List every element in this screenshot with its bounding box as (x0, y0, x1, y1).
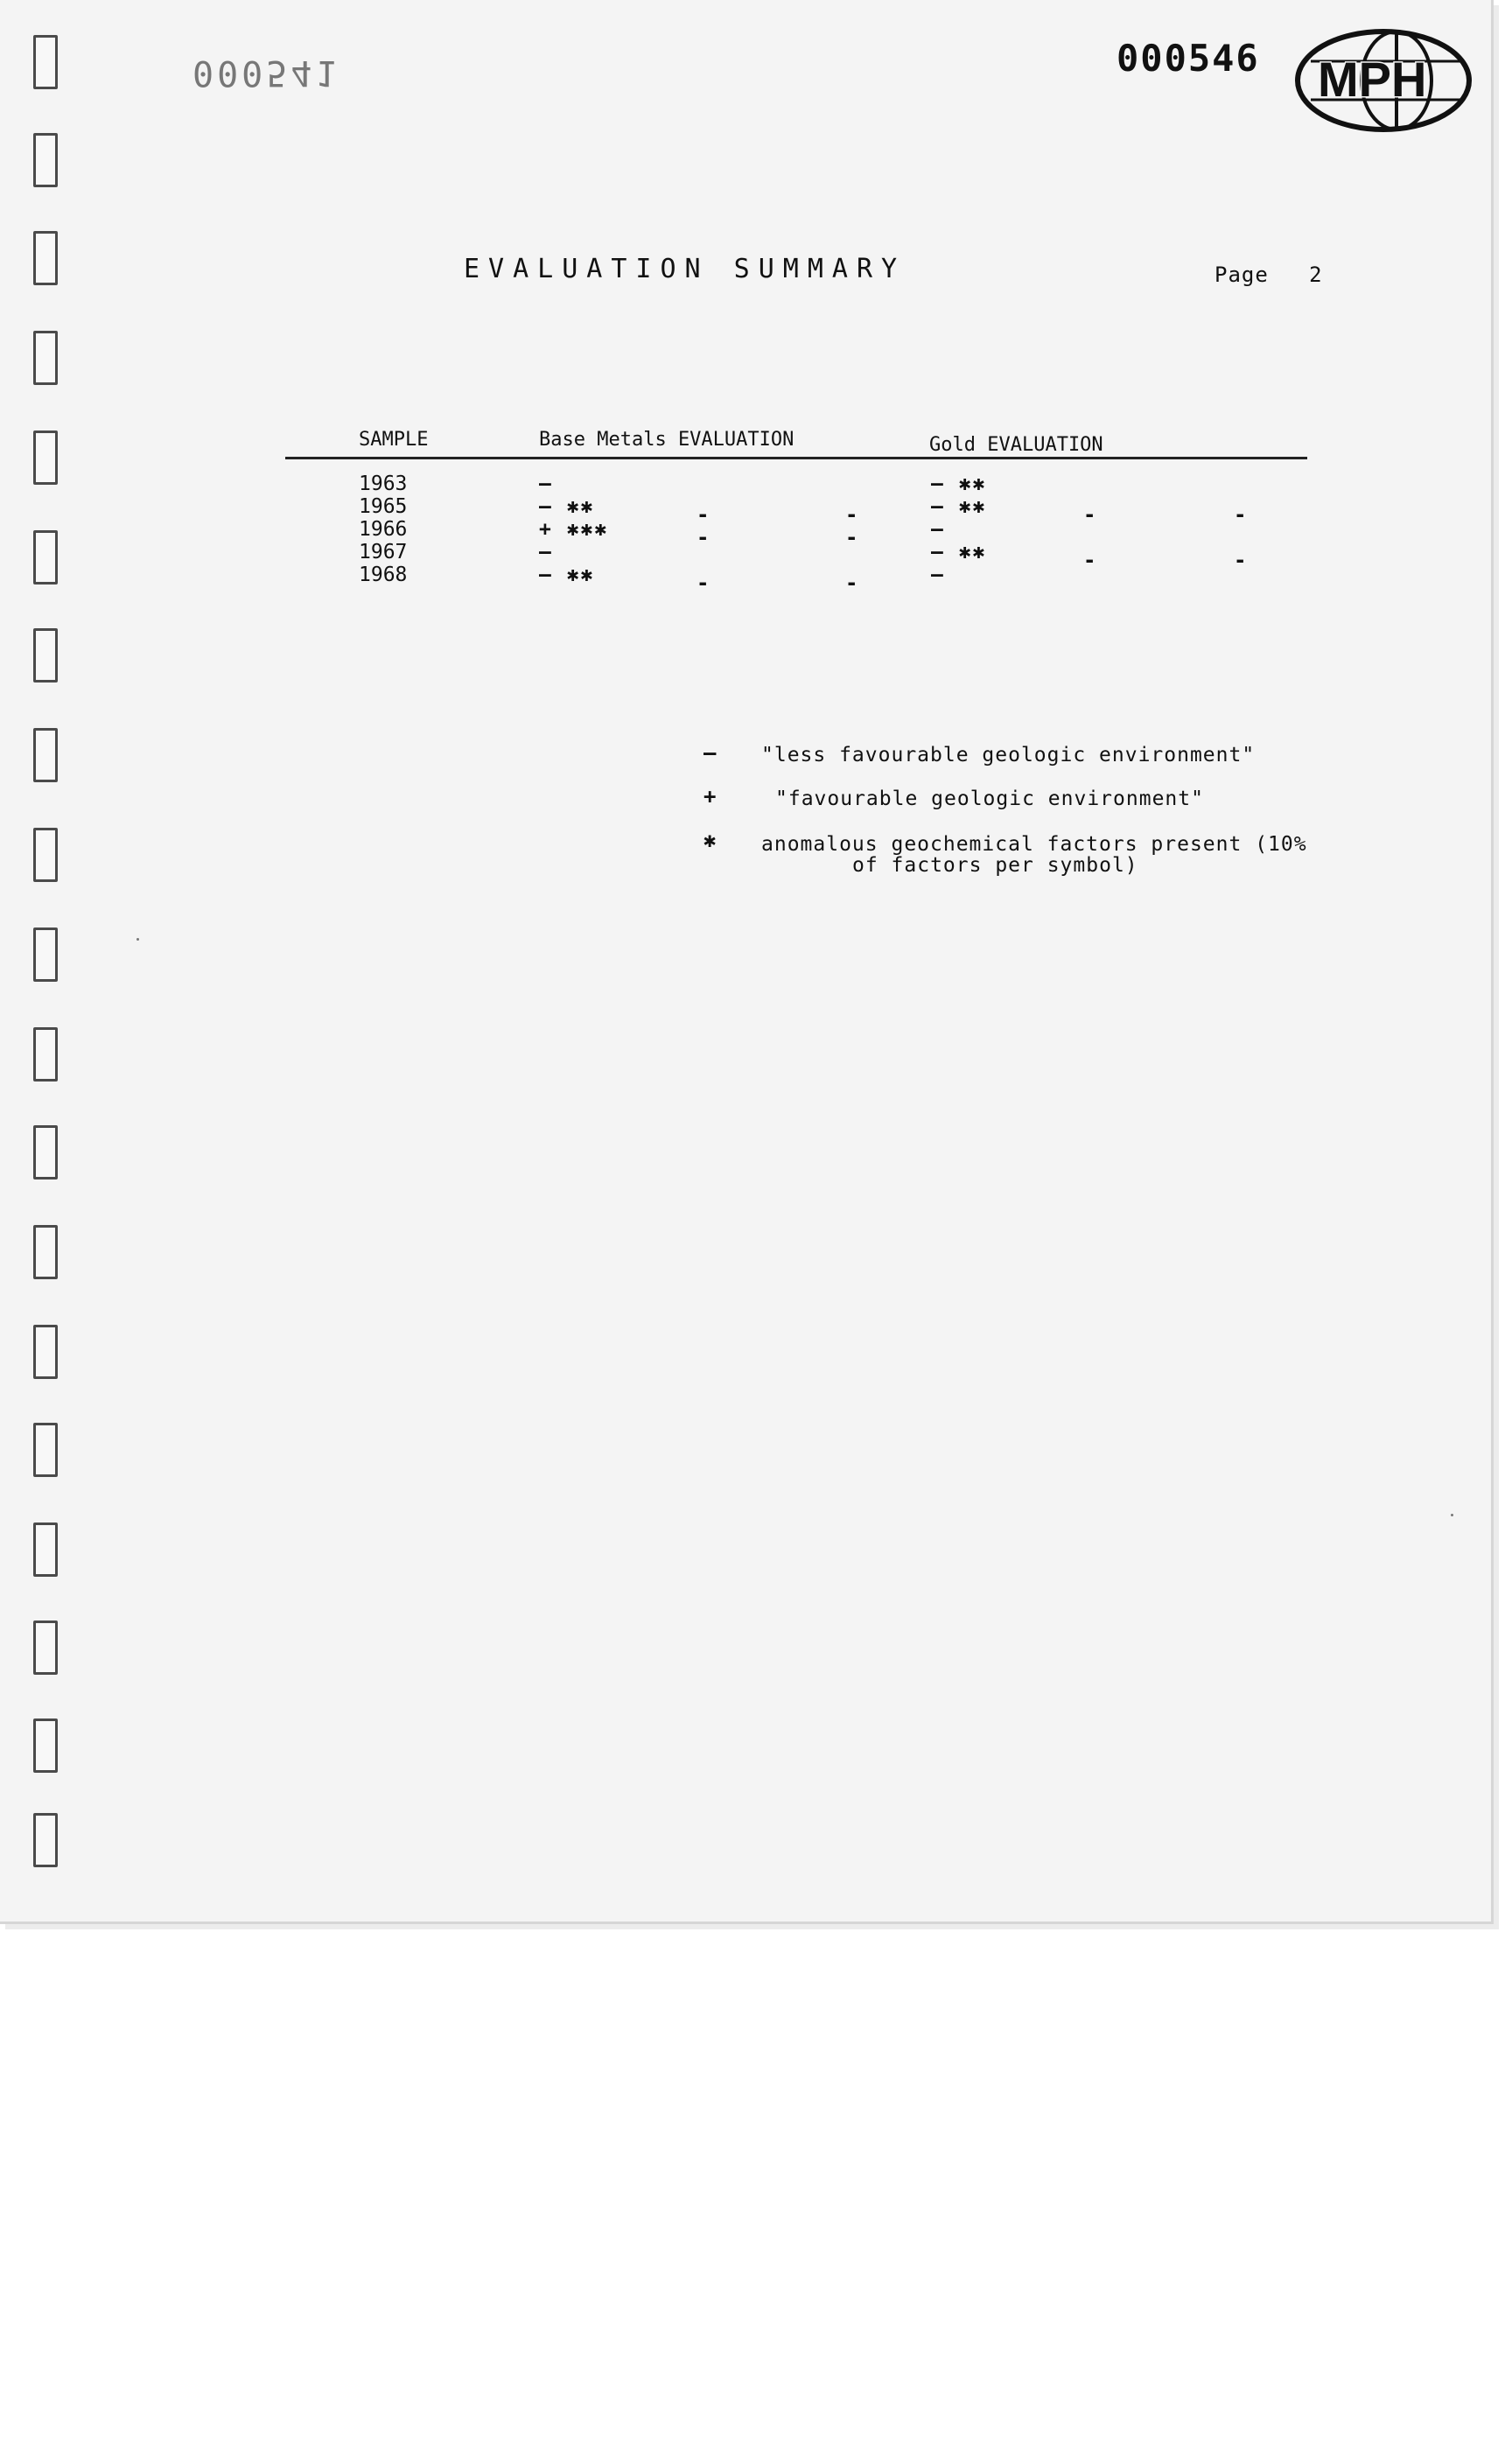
binder-hole (33, 1718, 58, 1773)
table-row (0, 564, 1491, 595)
binder-hole (33, 331, 58, 385)
mirrored-stamp: 000541 (192, 52, 340, 93)
binder-hole (33, 728, 58, 782)
binder-holes (33, 35, 60, 1872)
sample-year: 1966 (359, 518, 408, 541)
header-rule (285, 457, 1307, 459)
gold-rating: — ✱✱ (931, 495, 987, 518)
table-row (0, 472, 1491, 495)
gold-dot: - (1234, 502, 1247, 527)
gold-rating: — ✱✱ (931, 472, 987, 495)
binder-hole (33, 1620, 58, 1675)
base-dot: - (696, 525, 710, 550)
base-dot: - (845, 502, 858, 527)
base-metals-rating: — (539, 472, 553, 495)
page-indicator (1214, 262, 1323, 287)
binder-hole (33, 133, 58, 187)
table-row (0, 495, 1491, 527)
legend-symbol-star: ✱ (704, 828, 717, 852)
legend-text-star: anomalous geochemical factors present (10% (761, 833, 1307, 856)
base-dot: - (696, 502, 710, 527)
binder-hole (33, 628, 58, 682)
binder-hole (33, 828, 58, 882)
binder-hole (33, 1125, 58, 1180)
base-metals-rating: — (539, 541, 553, 564)
gold-rating: — ✱✱ (931, 541, 987, 564)
legend-text-minus: "less favourable geologic environment" (761, 744, 1256, 766)
base-dot: - (845, 525, 858, 550)
header-base-metals: Base Metals EVALUATION (539, 429, 794, 451)
sample-year: 1967 (359, 541, 408, 564)
sample-year: 1968 (359, 564, 408, 586)
page-label: Page (1214, 262, 1269, 287)
legend-symbol-plus: + (704, 784, 717, 808)
gold-dot: - (1083, 548, 1096, 572)
binder-hole (33, 231, 58, 285)
gold-rating: — (931, 564, 945, 586)
logo-text: MPH (1318, 52, 1427, 107)
base-metals-rating: — ✱✱ (539, 495, 595, 518)
sample-year: 1965 (359, 495, 408, 518)
gold-rating: — (931, 518, 945, 541)
speck (136, 938, 139, 941)
base-metals-rating: + ✱✱✱ (539, 518, 609, 541)
binder-hole (33, 928, 58, 982)
mph-logo (1293, 26, 1474, 135)
document-number-stamp: 000546 (1116, 37, 1260, 80)
binder-hole (33, 1027, 58, 1082)
speck (1451, 1514, 1453, 1516)
gold-dot: - (1234, 548, 1247, 572)
sample-year: 1963 (359, 472, 408, 495)
gold-dot: - (1083, 502, 1096, 527)
binder-hole (33, 1423, 58, 1477)
document-title: EVALUATION SUMMARY (464, 254, 906, 284)
table-row (0, 541, 1491, 572)
base-dot: - (696, 570, 710, 595)
legend-text-plus: "favourable geologic environment" (775, 788, 1204, 810)
table-row (0, 518, 1491, 550)
binder-hole (33, 35, 58, 89)
page-number: 2 (1309, 262, 1323, 287)
header-gold: Gold EVALUATION (929, 434, 1103, 456)
binder-hole (33, 1325, 58, 1379)
binder-hole (33, 1522, 58, 1577)
base-metals-rating: — ✱✱ (539, 564, 595, 586)
base-dot: - (845, 570, 858, 595)
header-sample: SAMPLE (359, 429, 429, 451)
legend-text-star-continued: of factors per symbol) (852, 854, 1138, 877)
legend-symbol-minus: — (704, 740, 717, 765)
binder-hole (33, 1225, 58, 1279)
binder-hole (33, 1813, 58, 1867)
